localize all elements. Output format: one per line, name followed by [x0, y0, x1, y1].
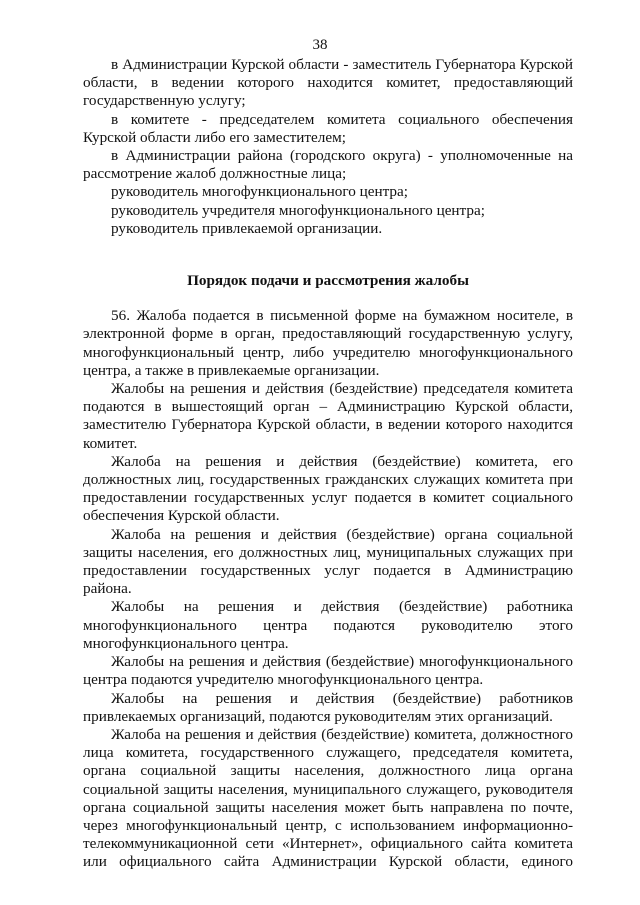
- section-paragraph: Жалобы на решения и действия (бездействие) многофункционального центра подаются учредителю многофункционального центра.: [83, 653, 573, 689]
- section-spacer: [83, 238, 573, 272]
- intro-paragraph: руководитель многофункционального центра;: [111, 183, 408, 201]
- intro-paragraph: руководитель учредителя многофункционального центра;: [111, 201, 485, 219]
- intro-paragraph: руководитель привлекаемой организации.: [111, 219, 383, 237]
- section-paragraph: Жалоба на решения и действия (бездействие) комитета, его должностных лиц, государственных гражданских служащих комитета при предоставлении государственных услуг подается в комитет социального обеспечения Курской области.: [83, 452, 573, 525]
- intro-paragraph: в Администрации района (городского округа) - уполномоченные на рассмотрение жалоб должностные лица;: [83, 147, 573, 183]
- heading-spacer: [83, 290, 573, 307]
- page-number: 38: [312, 37, 328, 53]
- section-paragraph: Жалобы на решения и действия (бездействие) работников привлекаемых организаций, подаются руководителям этих организаций.: [83, 689, 573, 725]
- section-paragraph: 56. Жалоба подается в письменной форме на бумажном носителе, в электронной форме в орган, предоставляющий государственную услугу, многофункциональный центр, либо учредителю многофункционального центра, а также в привлекаемые организации.: [83, 307, 573, 379]
- section-paragraph: Жалоба на решения и действия (бездействие) комитета, должностного лица комитета, государственного служащего, председателя комитета, органа социальной защиты населения, должностного лица органа социальной защиты населения, муниципального служащего, руководителя органа социальной защиты населения может быть направлена по почте, через многофункциональный центр, с использованием информационно-телекоммуникационной сети «Интернет», официального сайта комитета или официального сайта Администрации Курской области, единого: [83, 725, 573, 871]
- document-body: [83, 56, 573, 872]
- section-paragraph: Жалоба на решения и действия (бездействие) органа социальной защиты населения, его должностных лиц, муниципальных служащих при предоставлении государственных услуг подается в Администрацию района.: [83, 525, 573, 598]
- section-heading: Порядок подачи и рассмотрения жалобы: [187, 272, 469, 290]
- section-paragraph: Жалобы на решения и действия (бездействие) председателя комитета подаются в вышестоящий орган – Администрацию Курской области, заместителю Губернатора Курской области, в ведении которого находится комитет.: [83, 380, 573, 452]
- intro-paragraph: в комитете - председателем комитета социального обеспечения Курской области либо его заместителем;: [83, 110, 573, 146]
- section-paragraph: Жалобы на решения и действия (бездействие) работника многофункционального центра подаются руководителю этого многофункционального центра.: [83, 598, 573, 652]
- intro-paragraph: в Администрации Курской области - заместитель Губернатора Курской области, в ведении которого находится комитет, предоставляющий государственную услугу;: [83, 56, 573, 110]
